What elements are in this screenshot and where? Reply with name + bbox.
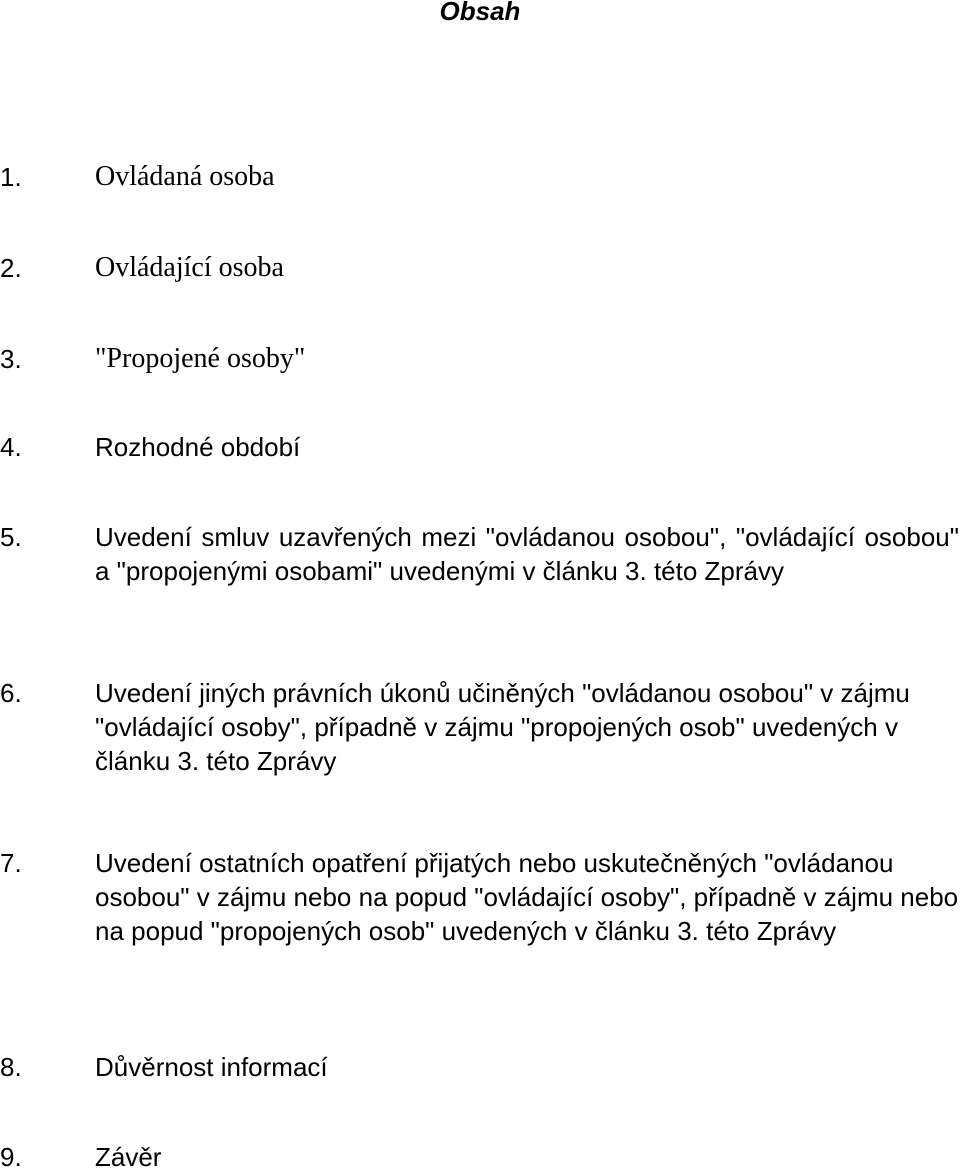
toc-item-text: "Propojené osoby" — [95, 343, 306, 374]
toc-item-number: 6. — [0, 678, 22, 708]
toc-item-number: 1. — [0, 162, 22, 192]
toc-item-number: 7. — [0, 848, 22, 878]
toc-item-number: 3. — [0, 344, 22, 374]
toc-item-text: Důvěrnost informací — [95, 1052, 328, 1082]
toc-item-text: Závěr — [95, 1142, 162, 1172]
toc-item-number: 8. — [0, 1052, 22, 1082]
toc-item-number: 5. — [0, 522, 22, 552]
toc-item-text: Rozhodné období — [95, 432, 301, 462]
toc-item-number: 4. — [0, 432, 22, 462]
toc-item-text: Ovládaná osoba — [95, 161, 275, 192]
toc-item-number: 9. — [0, 1142, 22, 1172]
page-title: Obsah — [439, 0, 521, 26]
toc-item-text: Uvedení jiných právních úkonů učiněných "ovládanou osobou" v zájmu "ovládající osoby", případně v zájmu "propojených osob" uvedených v článku 3. této Zprávy — [95, 678, 910, 776]
toc-item-text: Uvedení ostatních opatření přijatých nebo uskutečněných "ovládanou osobou" v zájmu nebo na popud "ovládající osoby", případně v zájmu nebo na popud "propojených osob" uvedených v článku 3. této Zprávy — [95, 848, 959, 946]
toc-item-text: Uvedení smluv uzavřených mezi "ovládanou osobou", "ovládající osobou" a "propojenými osobami" uvedenými v článku 3. této Zprávy — [95, 522, 959, 586]
toc-item-number: 2. — [0, 253, 22, 283]
toc-item-text: Ovládající osoba — [95, 252, 284, 283]
